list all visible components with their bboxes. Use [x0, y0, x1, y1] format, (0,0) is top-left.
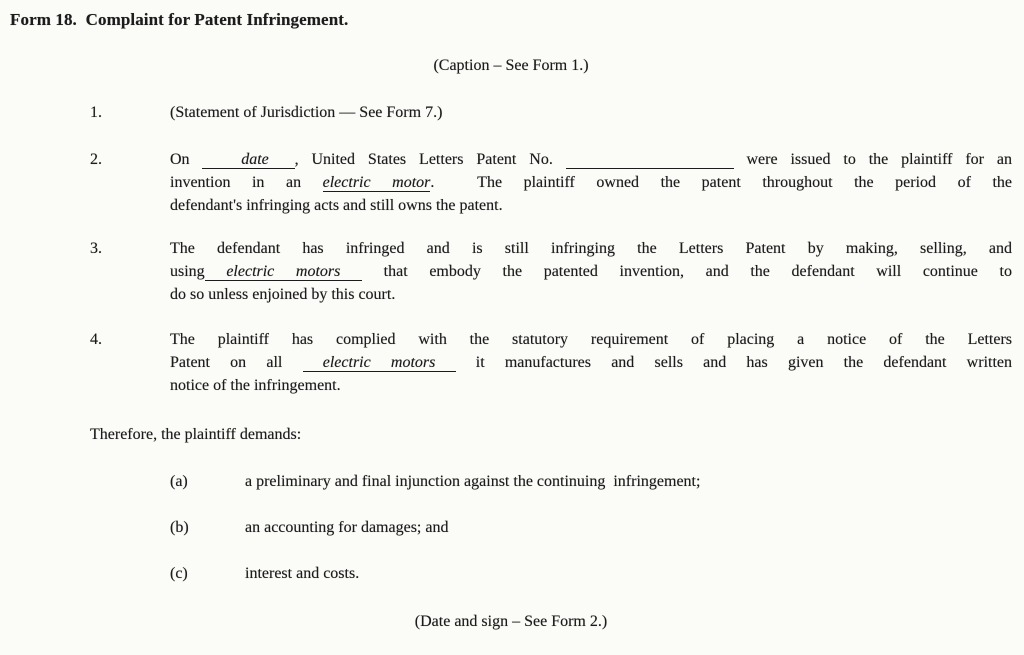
text-line — [170, 351, 1012, 374]
text-line — [170, 374, 1012, 397]
text-segment: it manufactures and sells and has given the defendant written — [455, 354, 1013, 371]
text-line — [170, 260, 1012, 283]
underlined-italic-text: electric motors — [302, 354, 456, 371]
item-text — [170, 237, 1012, 306]
demand-text: an accounting for damages; and — [245, 519, 449, 536]
form-item — [90, 148, 1012, 217]
text-segment: The plaintiff has complied with the statutory requirement of placing a notice of the Letters — [170, 331, 1012, 348]
item-number: 4. — [90, 331, 102, 348]
text-segment: invention in an — [170, 174, 323, 191]
date-sign-note: (Date and sign – See Form 2.) — [414, 613, 608, 630]
text-line — [170, 101, 1012, 124]
text-line — [170, 171, 1012, 194]
item-text — [170, 101, 1012, 124]
demand-label: (a) — [170, 473, 188, 490]
demand-label: (c) — [170, 565, 188, 582]
text-segment: On — [170, 151, 203, 168]
item-number: 3. — [90, 240, 102, 257]
form-item — [90, 328, 1012, 397]
text-segment: using — [170, 263, 205, 280]
demand-text: interest and costs. — [245, 565, 360, 582]
form-item — [90, 237, 1012, 306]
demand-item — [170, 470, 1012, 493]
demand-item — [170, 562, 1012, 585]
underlined-italic-text: electric motor — [322, 174, 431, 191]
text-segment: do so unless enjoined by this court. — [170, 286, 396, 303]
underlined-italic-text: date — [202, 151, 295, 168]
text-segment: . The plaintiff owned the patent throughout the period of the — [430, 174, 1013, 191]
blank-line — [566, 151, 734, 169]
item-text — [170, 148, 1012, 217]
demand-item — [170, 516, 1012, 539]
text-line — [170, 194, 1012, 217]
form-item — [90, 101, 1012, 124]
text-segment: , United States Letters Patent No. — [294, 151, 566, 168]
text-segment: that embody the patented invention, and the defendant will continue to — [362, 263, 1013, 280]
item-text — [170, 328, 1012, 397]
text-line — [170, 328, 1012, 351]
text-line — [170, 237, 1012, 260]
text-segment: notice of the infringement. — [170, 377, 341, 394]
item-number: 1. — [90, 104, 102, 121]
underlined-italic-text: electric motors — [204, 263, 363, 280]
demand-intro: Therefore, the plaintiff demands: — [90, 426, 302, 443]
text-segment: were issued to the plaintiff for an — [733, 151, 1013, 168]
demand-text: a preliminary and final injunction against the continuing infringement; — [245, 473, 701, 490]
caption-note-top: (Caption – See Form 1.) — [433, 57, 589, 74]
text-line — [170, 148, 1012, 171]
text-segment: Patent on all — [170, 354, 303, 371]
form-title: Form 18. Complaint for Patent Infringement. — [10, 10, 349, 29]
text-line — [170, 283, 1012, 306]
text-segment: The defendant has infringed and is still infringing the Letters Patent by making, selling, and — [170, 240, 1012, 257]
item-number: 2. — [90, 151, 102, 168]
text-segment: defendant's infringing acts and still owns the patent. — [170, 197, 503, 214]
demand-label: (b) — [170, 519, 189, 536]
text-segment: (Statement of Jurisdiction — See Form 7.) — [170, 104, 443, 121]
